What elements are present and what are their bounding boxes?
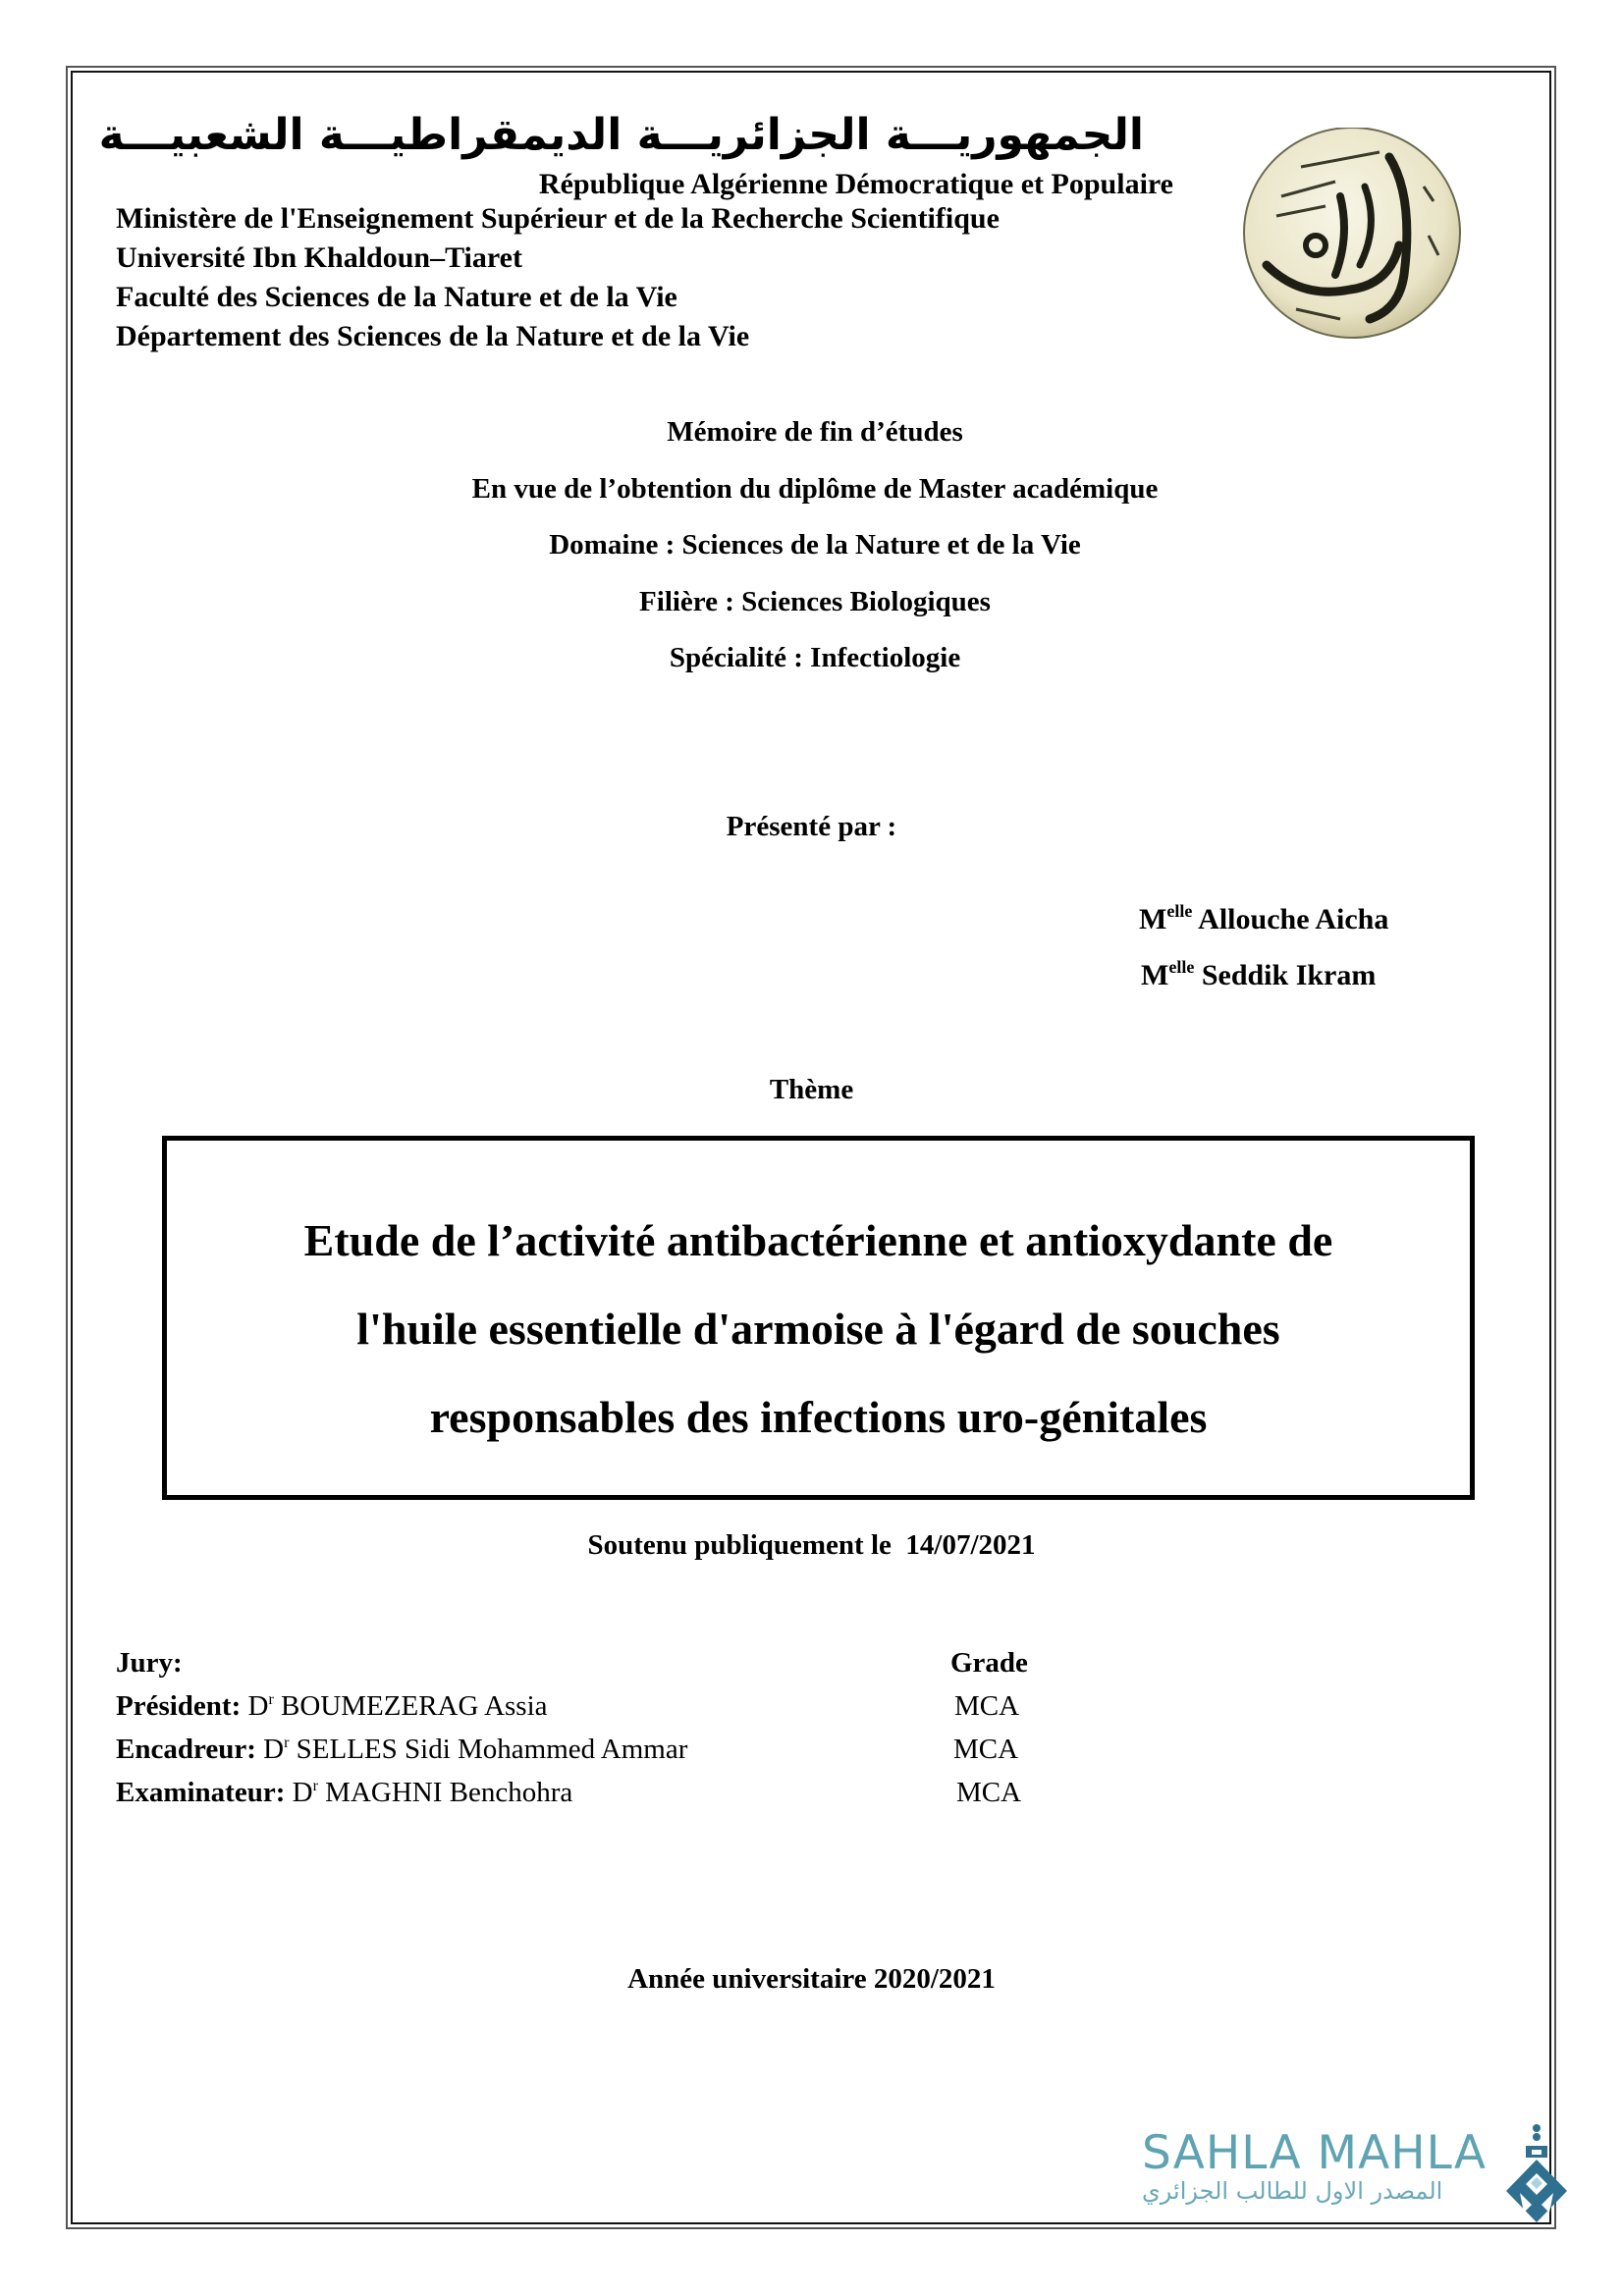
jury-title: D — [263, 1734, 285, 1765]
thesis-purpose: En vue de l’obtention du diplôme de Master académique — [471, 472, 1159, 505]
author-title: M — [1139, 903, 1167, 935]
author-title-sup: elle — [1166, 901, 1193, 921]
sahla-mahla-logo-icon — [1502, 2122, 1571, 2232]
jury-title-sup: r — [284, 1735, 290, 1751]
arabic-republic-title: الجمهوريـــة الجزائريـــة الديمقراطيـــة الشعبيـــة — [98, 110, 1144, 160]
grade-column — [950, 1641, 1028, 1814]
jury-name: SELLES Sidi Mohammed Ammar — [296, 1734, 688, 1765]
university-name: Université Ibn Khaldoun–Tiaret — [116, 241, 522, 274]
ministry-name: Ministère de l'Enseignement Supérieur et de la Recherche Scientifique — [116, 202, 1000, 235]
jury-title-sup: r — [268, 1691, 274, 1708]
thesis-domain: Domaine : Sciences de la Nature et de la Vie — [549, 529, 1081, 561]
academic-year: Année universitaire 2020/2021 — [627, 1963, 996, 1995]
thesis-info-block — [0, 412, 1623, 695]
jury-role: Examinateur: — [116, 1777, 286, 1808]
author-title-sup: elle — [1168, 957, 1195, 977]
theme-box — [162, 1136, 1475, 1500]
jury-list — [116, 1641, 687, 1814]
republic-name: République Algérienne Démocratique et Populaire — [538, 168, 1173, 200]
jury-name: MAGHNI Benchohra — [325, 1777, 573, 1808]
author-2 — [1141, 959, 1376, 992]
defense-date: Soutenu publiquement le 14/07/2021 — [587, 1529, 1036, 1561]
thesis-title — [167, 1197, 1470, 1462]
presented-by-label: Présenté par : — [726, 811, 897, 842]
grade-header: Grade — [950, 1647, 1028, 1679]
thesis-type: Mémoire de fin d’études — [667, 416, 963, 448]
university-seal-icon — [1242, 128, 1463, 339]
jury-member-president — [116, 1684, 687, 1728]
theme-label: Thème — [769, 1074, 854, 1105]
watermark-tagline: المصدر الاول للطالب الجزائري — [1142, 2177, 1443, 2205]
grade-value: MCA — [953, 1734, 1019, 1765]
department-name: Département des Sciences de la Nature et de la Vie — [116, 320, 750, 352]
watermark-brand: SAHLA MAHLA — [1142, 2126, 1488, 2180]
author-1 — [1139, 903, 1388, 936]
author-name: Seddik Ikram — [1201, 959, 1377, 991]
faculty-name: Faculté des Sciences de la Nature et de la Vie — [116, 281, 677, 313]
thesis-title-line: responsables des infections uro-génitales — [429, 1392, 1208, 1442]
jury-title-sup: r — [312, 1778, 318, 1794]
grade-value: MCA — [954, 1690, 1020, 1722]
thesis-specialty: Spécialité : Infectiologie — [669, 642, 961, 673]
thesis-title-line: Etude de l’activité antibactérienne et antioxydante de — [303, 1215, 1333, 1265]
author-title: M — [1141, 959, 1169, 991]
grade-value: MCA — [956, 1777, 1022, 1808]
jury-title: D — [292, 1777, 313, 1808]
jury-header: Jury: — [116, 1647, 183, 1679]
thesis-title-line: l'huile essentielle d'armoise à l'égard de souches — [356, 1304, 1280, 1354]
jury-role: Président: — [116, 1690, 242, 1722]
jury-title: D — [247, 1690, 269, 1722]
sahla-mahla-watermark — [1142, 2128, 1487, 2205]
author-name: Allouche Aicha — [1198, 903, 1389, 935]
thesis-field: Filière : Sciences Biologiques — [639, 585, 991, 617]
jury-name: BOUMEZERAG Assia — [281, 1690, 548, 1722]
jury-member-supervisor — [116, 1728, 687, 1771]
jury-role: Encadreur: — [116, 1734, 256, 1765]
jury-member-examiner — [116, 1771, 687, 1814]
